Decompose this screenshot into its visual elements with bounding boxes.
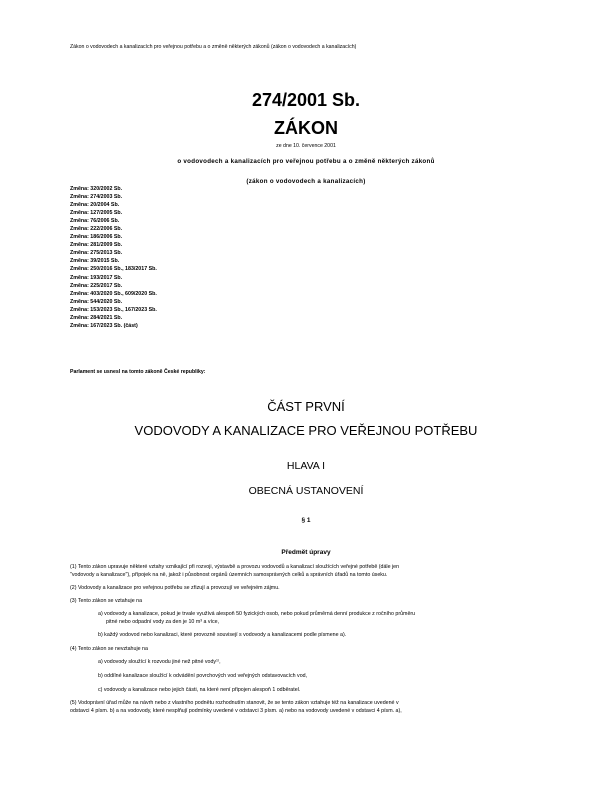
law-number: 274/2001 Sb. xyxy=(251,90,361,110)
section-title: Předmět úpravy xyxy=(281,549,331,556)
law-short-title: (zákon o vodovodech a kanalizacích) xyxy=(246,178,366,185)
part-heading: ČÁST PRVNÍ xyxy=(267,399,345,414)
document-title: ZÁKON xyxy=(274,118,338,138)
paragraph-5-line-2: odstavci 4 písm. b) a na vodovody, které nesplňují podmínky uvedené v odstavci 3 písm. a) nebo na vodovody uvedené v odstavci 4 písm. a), xyxy=(70,708,402,714)
chapter-heading: HLAVA I xyxy=(286,460,326,472)
paragraph-1-line-2: "vodovody a kanalizace"), přípojek na ně, jakož i působnost orgánů územních samosprávných celků a správních úřadů na tomto úseku. xyxy=(70,572,388,578)
paragraph-3: (3) Tento zákon se vztahuje na xyxy=(70,598,143,604)
amendment-item: Změna: 544/2020 Sb. xyxy=(70,298,123,305)
amendment-item: Změna: 275/2013 Sb. xyxy=(70,250,123,257)
chapter-title: OBECNÁ USTANOVENÍ xyxy=(248,485,364,497)
law-subtitle: o vodovodech a kanalizacích pro veřejnou potřebu a o změně některých zákonů xyxy=(177,158,435,165)
paragraph-3a-line-2: pitné nebo odpadní vody za den je 10 m³ a více, xyxy=(106,619,220,625)
amendment-item: Změna: 20/2004 Sb. xyxy=(70,202,120,209)
amendment-item: Změna: 250/2016 Sb., 183/2017 Sb. xyxy=(70,266,157,273)
paragraph-4a: a) vodovody sloužící k rozvodu jiné než pitné vody¹⁾, xyxy=(98,659,221,665)
amendment-item: Změna: 222/2006 Sb. xyxy=(70,226,123,233)
amendment-item: Změna: 274/2003 Sb. xyxy=(70,194,123,201)
section-number: § 1 xyxy=(301,517,311,524)
paragraph-4: (4) Tento zákon se nevztahuje na xyxy=(70,646,148,652)
preamble: Parlament se usnesl na tomto zákoně České republiky: xyxy=(70,369,206,375)
paragraph-4b: b) oddílné kanalizace sloužící k odvádění povrchových vod veřejných odstavovacích vod, xyxy=(98,673,308,679)
amendment-item: Změna: 186/2006 Sb. xyxy=(70,234,123,241)
paragraph-2: (2) Vodovody a kanalizace pro veřejnou potřebu se zřizují a provozují ve veřejném zájmu. xyxy=(70,585,280,591)
paragraph-1-line-1: (1) Tento zákon upravuje některé vztahy vznikající při rozvoji, výstavbě a provozu vodovodů a kanalizací sloužících veřejné potřebě (dále jen xyxy=(70,564,400,570)
enactment-date: ze dne 10. července 2001 xyxy=(276,143,336,149)
paragraph-3a-line-1: a) vodovody a kanalizace, pokud je trvale využívá alespoň 50 fyzických osob, nebo pokud průměrná denní produkce z ročního průměru xyxy=(98,611,416,617)
amendments-list xyxy=(70,185,157,330)
amendment-item: Změna: 167/2023 Sb. (část) xyxy=(70,322,138,329)
amendment-item: Změna: 193/2017 Sb. xyxy=(70,274,123,281)
paragraph-5-line-1: (5) Vodoprávní úřad může na návrh nebo z vlastního podnětu rozhodnutím stanovit, že se tento zákon vztahuje též na kanalizace uvedené v xyxy=(70,700,399,706)
amendment-item: Změna: 153/2023 Sb., 167/2023 Sb. xyxy=(70,306,157,313)
amendment-item: Změna: 225/2017 Sb. xyxy=(70,282,123,289)
amendment-item: Změna: 39/2015 Sb. xyxy=(70,258,120,265)
running-header: Zákon o vodovodech a kanalizacích pro veřejnou potřebu a o změně některých zákonů (zákon o vodovodech a kanalizacích) xyxy=(70,44,357,50)
part-title: VODOVODY A KANALIZACE PRO VEŘEJNOU POTŘEBU xyxy=(134,423,478,438)
amendment-item: Změna: 320/2002 Sb. xyxy=(70,186,123,192)
amendment-item: Změna: 284/2021 Sb. xyxy=(70,314,123,321)
amendment-item: Změna: 76/2006 Sb. xyxy=(70,218,120,225)
paragraph-4c: c) vodovody a kanalizace nebo jejich části, na které není připojen alespoň 1 odběratel. xyxy=(98,687,301,693)
amendment-item: Změna: 403/2020 Sb., 609/2020 Sb. xyxy=(70,290,157,297)
amendment-item: Změna: 281/2009 Sb. xyxy=(70,242,123,249)
amendment-item: Změna: 127/2005 Sb. xyxy=(70,210,123,217)
paragraph-3b: b) každý vodovod nebo kanalizaci, které provozně souvisejí s vodovody a kanalizacemi podle písmene a). xyxy=(98,632,347,638)
